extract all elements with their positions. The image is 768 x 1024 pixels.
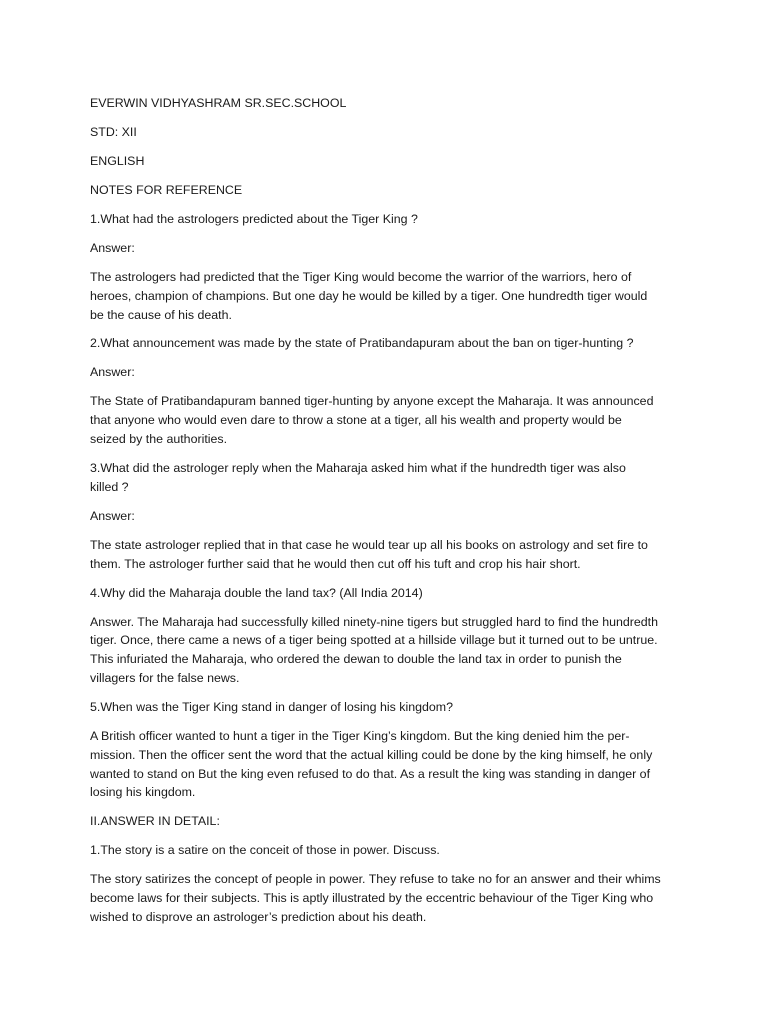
question-2 xyxy=(90,334,690,353)
text-line: losing his kingdom. xyxy=(90,785,196,800)
text-line: be the cause of his death. xyxy=(90,307,232,322)
subject-label xyxy=(90,152,690,171)
text-line: villagers for the false news. xyxy=(90,670,240,685)
text-line: II.ANSWER IN DETAIL: xyxy=(90,814,220,829)
text-line: become laws for their subjects. This is aptly illustrated by the eccentric behaviour of the Tiger King who xyxy=(90,891,654,906)
text-line: ENGLISH xyxy=(90,153,145,168)
text-line: 1.The story is a satire on the conceit of those in power. Discuss. xyxy=(90,843,440,858)
text-line: killed ? xyxy=(90,479,129,494)
text-line: A British officer wanted to hunt a tiger in the Tiger King’s kingdom. But the king denied him the per- xyxy=(90,728,630,743)
text-line: The astrologers had predicted that the Tiger King would become the warrior of the warriors, hero of xyxy=(90,269,632,284)
text-line: wished to disprove an astrologer’s prediction about his death. xyxy=(90,909,427,924)
answer-3 xyxy=(90,536,690,574)
text-line: that anyone who would even dare to throw a stone at a tiger, all his wealth and property would be xyxy=(90,413,622,428)
text-line: The state astrologer replied that in that case he would tear up all his books on astrology and set fire to xyxy=(90,537,648,552)
question-4 xyxy=(90,584,690,603)
answer-label-2 xyxy=(90,363,690,382)
text-line: Answer. The Maharaja had successfully killed ninety-nine tigers but struggled hard to find the hundredth xyxy=(90,614,659,629)
answer-label-3 xyxy=(90,507,690,526)
answer-5 xyxy=(90,727,690,802)
answer-4 xyxy=(90,613,690,688)
standard-label xyxy=(90,123,690,142)
text-line: Answer: xyxy=(90,365,135,380)
text-line: wanted to stand on But the king even refused to do that. As a result the king was standing in danger of xyxy=(90,766,651,781)
text-line: heroes, champion of champions. But one day he would be killed by a tiger. One hundredth tiger would xyxy=(90,288,648,303)
text-line: The State of Pratibandapuram banned tiger-hunting by anyone except the Maharaja. It was announced xyxy=(90,394,654,409)
text-line: 1.What had the astrologers predicted about the Tiger King ? xyxy=(90,211,418,226)
text-line: Answer: xyxy=(90,508,135,523)
notes-heading xyxy=(90,181,690,200)
text-line: This infuriated the Maharaja, who ordered the dewan to double the land tax in order to punish the xyxy=(90,652,622,667)
detail-answer-1 xyxy=(90,870,690,926)
text-line: tiger. Once, there came a news of a tiger being spotted at a hillside village but it turned out to be untrue. xyxy=(90,633,658,648)
text-line: STD: XII xyxy=(90,124,137,139)
text-line: The story satirizes the concept of people in power. They refuse to take no for an answer and their whims xyxy=(90,872,661,887)
text-line: Answer: xyxy=(90,240,135,255)
question-3 xyxy=(90,459,690,497)
text-line: them. The astrologer further said that he would then cut off his tuft and crop his hair short. xyxy=(90,556,581,571)
text-line: EVERWIN VIDHYASHRAM SR.SEC.SCHOOL xyxy=(90,96,347,110)
detail-question-1 xyxy=(90,841,690,860)
question-5 xyxy=(90,698,690,717)
document-page xyxy=(90,94,690,937)
section-heading-detail xyxy=(90,812,690,831)
text-line: 2.What announcement was made by the state of Pratibandapuram about the ban on tiger-hunting ? xyxy=(90,336,634,351)
answer-label-1 xyxy=(90,239,690,258)
answer-1 xyxy=(90,268,690,324)
text-line: 4.Why did the Maharaja double the land tax? (All India 2014) xyxy=(90,585,423,600)
text-line: 5.When was the Tiger King stand in danger of losing his kingdom? xyxy=(90,699,453,714)
text-line: 3.What did the astrologer reply when the Maharaja asked him what if the hundredth tiger was also xyxy=(90,461,626,476)
question-1 xyxy=(90,210,690,229)
text-line: mission. Then the officer sent the word that the actual killing could be done by the king himself, he only xyxy=(90,747,653,762)
text-line: seized by the authorities. xyxy=(90,432,228,447)
school-name xyxy=(90,94,690,113)
text-line: NOTES FOR REFERENCE xyxy=(90,182,243,197)
answer-2 xyxy=(90,392,690,448)
